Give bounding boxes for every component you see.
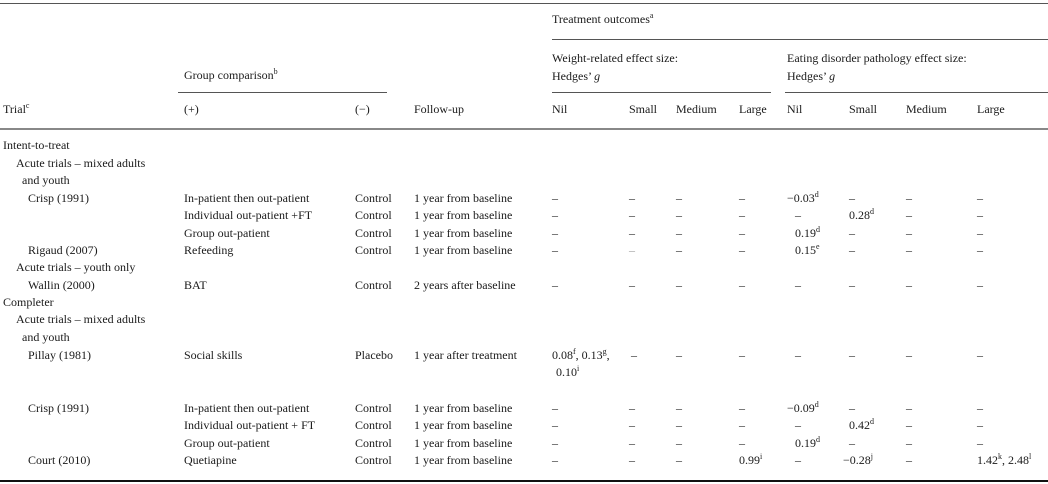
- weight-medium-value: –: [676, 348, 682, 362]
- weight-medium-value: –: [676, 226, 682, 240]
- intervention-group: Individual out-patient + FT: [184, 418, 316, 432]
- ed-nil-value: –: [795, 418, 801, 432]
- ed-large-value: –: [977, 418, 983, 432]
- weight-large-value: –: [739, 401, 745, 415]
- weight-large-value: –: [739, 436, 745, 450]
- section-intent-to-treat: Intent-to-treat: [3, 138, 70, 152]
- follow-up-value: 1 year from baseline: [414, 401, 513, 415]
- ed-small-value: –: [849, 226, 855, 240]
- weight-nil-value: –: [552, 436, 558, 450]
- weight-medium-value: –: [676, 436, 682, 450]
- ed-col-medium: Medium: [906, 102, 947, 116]
- ed-medium-value: –: [906, 191, 912, 205]
- weight-small-value: –: [629, 418, 635, 432]
- ed-nil-value: 0.19$^d$: [795, 435, 820, 450]
- trial-name: Crisp (1991): [28, 191, 89, 205]
- trial-name: Wallin (2000): [28, 278, 95, 292]
- top-rule: [0, 3, 1048, 4]
- ed-medium-value: –: [906, 208, 912, 222]
- weight-small-value: –: [629, 243, 635, 257]
- plus-header: (+): [184, 102, 199, 116]
- ed-small-value: –: [849, 191, 855, 205]
- intervention-group: BAT: [184, 278, 207, 292]
- ed-small-value: –: [849, 348, 855, 362]
- ed-group-header: Eating disorder pathology effect size: Hedges’ g: [787, 51, 967, 83]
- weight-nil-value: –: [552, 226, 558, 240]
- follow-up-value: 1 year after treatment: [414, 348, 517, 362]
- comparison-group: Control: [355, 191, 392, 205]
- weight-nil-value: –: [552, 401, 558, 415]
- intervention-group: Social skills: [184, 348, 243, 362]
- group-comparison-underline: [178, 92, 387, 93]
- ed-group-underline: [785, 92, 1048, 93]
- follow-up-value: 1 year from baseline: [414, 226, 513, 240]
- weight-medium-value: –: [676, 401, 682, 415]
- weight-nil-value: –: [552, 243, 558, 257]
- ed-nil-value: 0.19$^d$: [795, 225, 820, 240]
- ed-small-value: –: [849, 278, 855, 292]
- weight-small-value: –: [629, 453, 635, 467]
- follow-up-value: 1 year from baseline: [414, 243, 513, 257]
- ed-large-value: –: [977, 191, 983, 205]
- weight-small-value: –: [631, 348, 637, 362]
- weight-nil-value: –: [552, 453, 558, 467]
- weight-large-value: –: [739, 278, 745, 292]
- subsection-mixed-1: Acute trials – mixed adults: [16, 156, 146, 170]
- weight-medium-value: –: [676, 191, 682, 205]
- weight-medium-value: –: [676, 278, 682, 292]
- comparison-group: Control: [355, 243, 392, 257]
- weight-nil-value: –: [552, 208, 558, 222]
- weight-nil-value: –: [552, 191, 558, 205]
- trial-name: Rigaud (2007): [28, 243, 98, 257]
- bottom-rule: [0, 480, 1048, 482]
- intervention-group: In-patient then out-patient: [184, 191, 310, 205]
- treatment-outcomes-header: Treatment outcomes$^a$: [552, 11, 654, 26]
- weight-col-medium: Medium: [676, 102, 717, 116]
- weight-medium-value: –: [676, 453, 682, 467]
- comparison-group: Placebo: [355, 348, 393, 362]
- follow-up-value: 2 years after baseline: [414, 278, 516, 292]
- weight-small-value: –: [629, 226, 635, 240]
- ed-col-nil: Nil: [787, 102, 803, 116]
- weight-small-value: –: [629, 401, 635, 415]
- ed-small-value: 0.28$^d$: [849, 207, 874, 222]
- comparison-group: Control: [355, 278, 392, 292]
- weight-small-value: –: [629, 436, 635, 450]
- ed-large-value: –: [977, 208, 983, 222]
- subsection-mixed-1-cont: and youth: [22, 173, 70, 187]
- weight-col-small: Small: [629, 102, 658, 116]
- weight-large-value: –: [739, 208, 745, 222]
- weight-medium-value: –: [676, 243, 682, 257]
- subsection-mixed-2-cont: and youth: [22, 330, 70, 344]
- ed-col-large: Large: [977, 102, 1005, 116]
- weight-nil-value-cont: 0.10$^i$: [556, 364, 580, 379]
- ed-medium-value: –: [906, 401, 912, 415]
- ed-small-value: 0.42$^d$: [849, 417, 874, 432]
- comparison-group: Control: [355, 436, 392, 450]
- weight-small-value: –: [629, 191, 635, 205]
- ed-large-value: –: [977, 243, 983, 257]
- trial-name: Pillay (1981): [28, 348, 91, 362]
- ed-nil-value: −0.03$^d$: [787, 190, 819, 205]
- follow-up-value: 1 year from baseline: [414, 418, 513, 432]
- ed-nil-value: –: [795, 453, 801, 467]
- section-completer: Completer: [3, 295, 54, 309]
- trial-header: Trial$^c$: [3, 101, 30, 116]
- comparison-group: Control: [355, 418, 392, 432]
- weight-nil-value: 0.08$^f$, 0.13$^g$,: [552, 347, 610, 362]
- subsection-youth-only: Acute trials – youth only: [16, 260, 136, 274]
- intervention-group: Refeeding: [184, 243, 234, 257]
- intervention-group: Individual out-patient +FT: [184, 208, 313, 222]
- ed-medium-value: –: [906, 243, 912, 257]
- ed-large-value: –: [977, 348, 983, 362]
- weight-medium-value: –: [676, 208, 682, 222]
- ed-large-value: –: [977, 278, 983, 292]
- ed-col-small: Small: [849, 102, 878, 116]
- ed-medium-value: –: [906, 226, 912, 240]
- ed-medium-value: –: [906, 278, 912, 292]
- ed-nil-value: −0.09$^d$: [787, 400, 819, 415]
- weight-nil-value: –: [552, 278, 558, 292]
- weight-group-underline: [552, 92, 771, 93]
- subsection-mixed-2: Acute trials – mixed adults: [16, 312, 146, 326]
- weight-large-value: –: [739, 348, 745, 362]
- follow-up-header: Follow-up: [414, 102, 465, 116]
- follow-up-value: 1 year from baseline: [414, 208, 513, 222]
- ed-medium-value: –: [906, 453, 912, 467]
- ed-nil-value: –: [795, 208, 801, 222]
- trial-name: Crisp (1991): [28, 401, 89, 415]
- weight-large-value: –: [739, 418, 745, 432]
- comparison-group: Control: [355, 208, 392, 222]
- treatment-outcomes-underline: [552, 39, 1048, 40]
- ed-large-value: 1.42$^k$, 2.48$^l$: [977, 452, 1032, 467]
- group-comparison-header: Group comparison$^b$: [184, 67, 278, 82]
- ed-small-value: $-0.28^j$: [843, 452, 874, 467]
- weight-small-value: –: [629, 208, 635, 222]
- ed-large-value: –: [977, 436, 983, 450]
- intervention-group: Quetiapine: [184, 453, 237, 467]
- follow-up-value: 1 year from baseline: [414, 191, 513, 205]
- ed-medium-value: –: [906, 418, 912, 432]
- follow-up-value: 1 year from baseline: [414, 453, 513, 467]
- ed-medium-value: –: [906, 348, 912, 362]
- weight-group-header: Weight-related effect size: Hedges’ g: [552, 51, 679, 83]
- ed-nil-value: 0.15e: [795, 242, 820, 257]
- comparison-group: Control: [355, 226, 392, 240]
- intervention-group: Group out-patient: [184, 226, 270, 240]
- weight-medium-value: –: [676, 418, 682, 432]
- weight-large-value: –: [739, 226, 745, 240]
- comparison-group: Control: [355, 453, 392, 467]
- ed-large-value: –: [977, 401, 983, 415]
- intervention-group: In-patient then out-patient: [184, 401, 310, 415]
- weight-nil-value: –: [552, 418, 558, 432]
- ed-nil-value: –: [795, 348, 801, 362]
- minus-header: (−): [355, 102, 370, 116]
- weight-large-value: 0.99$^i$: [739, 452, 763, 467]
- trial-name: Court (2010): [28, 453, 91, 467]
- weight-col-nil: Nil: [552, 102, 568, 116]
- weight-large-value: –: [739, 191, 745, 205]
- weight-large-value: –: [739, 243, 745, 257]
- header-bottom-rule: [0, 128, 1048, 130]
- comparison-group: Control: [355, 401, 392, 415]
- ed-small-value: –: [849, 243, 855, 257]
- ed-small-value: –: [849, 401, 855, 415]
- ed-large-value: –: [977, 226, 983, 240]
- weight-small-value: –: [629, 278, 635, 292]
- ed-medium-value: –: [906, 436, 912, 450]
- ed-small-value: –: [849, 436, 855, 450]
- ed-nil-value: –: [795, 278, 801, 292]
- follow-up-value: 1 year from baseline: [414, 436, 513, 450]
- weight-col-large: Large: [739, 102, 767, 116]
- intervention-group: Group out-patient: [184, 436, 270, 450]
